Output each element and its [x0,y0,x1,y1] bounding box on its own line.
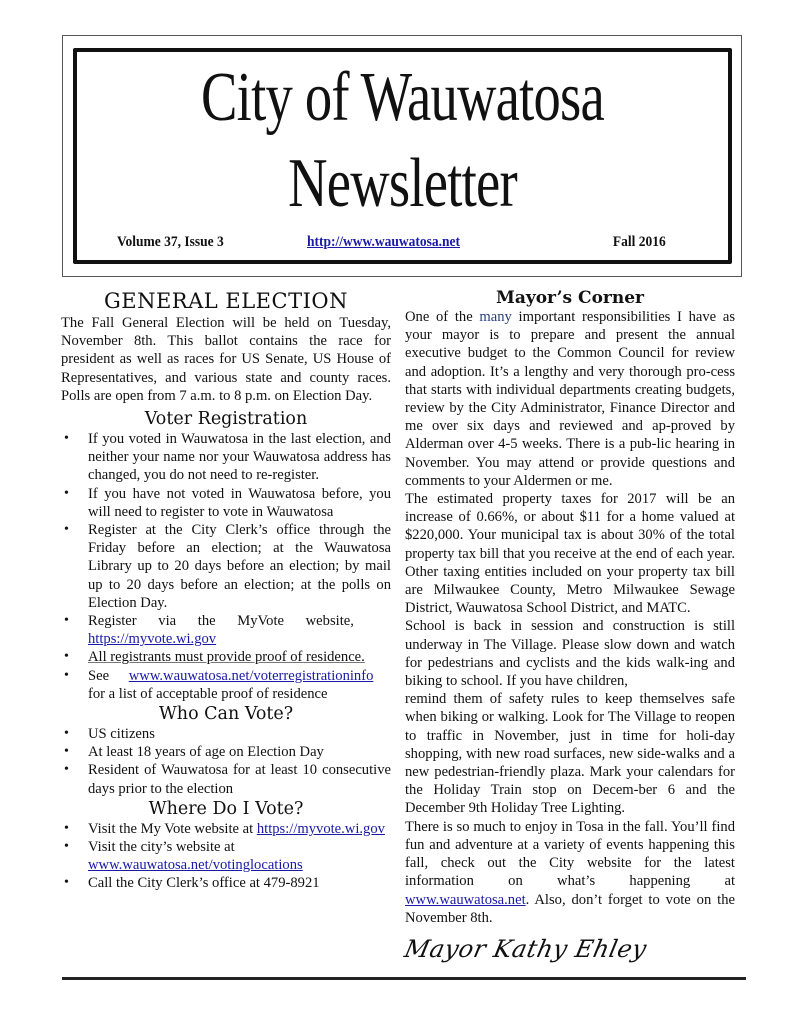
list-item: • If you have not voted in Wauwatosa before, you will need to register to vote in Wauwatosa [61,485,391,521]
text-fragment: . Also, don’t forget to vote on the November 8th. [405,891,735,926]
list-item [61,667,391,703]
mayor-paragraph-village: remind them of safety rules to keep themselves safe when biking or walking. Look for The Village to reopen to traffic in November, just in time for holi-day shopping, with new road surfaces, new side-walks and a new pedestrian-friendly plaza. Mark your calendars for the Holiday Train stop on Decem-ber 6 and the December 9th Holiday Tree Lighting. [405,691,735,817]
who-can-vote-list [61,725,391,798]
text-fragment: One of the [405,309,480,325]
see-suffix: for a list of acceptable proof of residence [88,685,328,702]
mayor-paragraph-budget [405,308,735,490]
masthead [73,48,732,264]
list-item [61,820,391,838]
season-label: Fall 2016 [613,234,666,250]
list-item: • Register at the City Clerk’s office through the Friday before an election; at the Wauwatosa Library up to 20 days before an election; by mail up to 20 days before an election; at the polls on Election Day. [61,521,391,612]
city-website-link[interactable]: www.wauwatosa.net [405,891,526,908]
newsletter-title-line2: Newsletter [288,145,517,222]
mayor-signature: Mayor Kathy Ehley [402,935,650,963]
text-fragment: important responsibilities I have as your mayor is to prepare and present the annual executive budget to the Common Council for review and adoption. It’s a lengthy and very thorough pro-cess that starts with individual departments creating budgets, review by the City Administrator, Finance Director and me over six days and reviewed and ap-proved by Alderman over 4-5 weeks. There is a pub-lic hearing in November. You may attend or provide questions and comments to your Aldermen or me. [405,309,736,489]
item-prefix: Visit the My Vote website at [88,820,257,837]
where-do-i-vote-list [61,820,391,893]
list-item [61,648,391,666]
list-item [61,612,391,648]
voter-registration-list [61,430,391,703]
list-item: • US citizens [61,725,391,743]
where-do-i-vote-heading: Where Do I Vote? [148,798,304,819]
mayor-paragraph-school: School is back in session and construction is still underway in The Village. Please slow down and watch for pedestrians and cyclists and the kids walk-ing and biking to school. If you have children, [405,618,735,690]
mayors-corner-heading: Mayor’s Corner [496,288,644,308]
proof-of-residence-note: All registrants must provide proof of residence. [88,649,365,666]
left-column [61,288,391,893]
list-item: • If you voted in Wauwatosa in the last election, and neither your name nor your Wauwatosa address has changed, you do not need to re-register. [61,430,391,485]
masthead-url-link[interactable]: http://www.wauwatosa.net [307,234,461,250]
voter-registration-info-link[interactable]: www.wauwatosa.net/voterregistrationinfo [128,667,374,684]
mayor-paragraph-fall [405,818,735,927]
who-can-vote-heading: Who Can Vote? [158,704,294,725]
newsletter-title-line1: City of Wauwatosa [201,59,604,136]
general-election-body: The Fall General Election will be held on Tuesday, November 8th. This ballot contains the race for president as well as races for US Senate, US House of Representatives, and various state and county races. Polls are open from 7 a.m. to 8 p.m. on Election Day. [61,315,391,404]
general-election-heading: GENERAL ELECTION [104,289,348,313]
text-fragment: many [479,309,512,325]
voting-locations-link[interactable]: www.wauwatosa.net/votinglocations [88,857,303,874]
myvote-prefix: Register via the MyVote website, [88,613,354,630]
list-item: • Call the City Clerk’s office at 479-8921 [61,874,391,892]
myvote-link[interactable]: https://myvote.wi.gov [256,820,385,837]
list-item: • Resident of Wauwatosa for at least 10 consecutive days prior to the election [61,761,391,797]
mayor-paragraph-taxes: The estimated property taxes for 2017 will be an increase of 0.66%, or about $11 for a home valued at $220,000. Your municipal tax is about 30% of the total property tax bill that you receive at the end of each year. Other taxing entities included on your property tax bill are Milwaukee County, Metro Milwaukee Sewage District, Wauwatosa School District, and MATC. [405,491,735,617]
voter-registration-heading: Voter Registration [144,409,308,430]
see-prefix: See [88,667,113,684]
list-item [61,838,391,874]
volume-issue: Volume 37, Issue 3 [117,234,224,250]
myvote-link[interactable]: https://myvote.wi.gov [88,631,217,648]
text-fragment: There is so much to enjoy in Tosa in the fall. You’ll find fun and adventure at a variety of events happening this fall, check out the City website for the latest information on what’s happening at [405,818,735,890]
bottom-divider [62,977,746,980]
right-column [405,288,735,927]
list-item: • At least 18 years of age on Election Day [61,743,391,761]
item-prefix: Visit the city’s website at [88,839,235,856]
